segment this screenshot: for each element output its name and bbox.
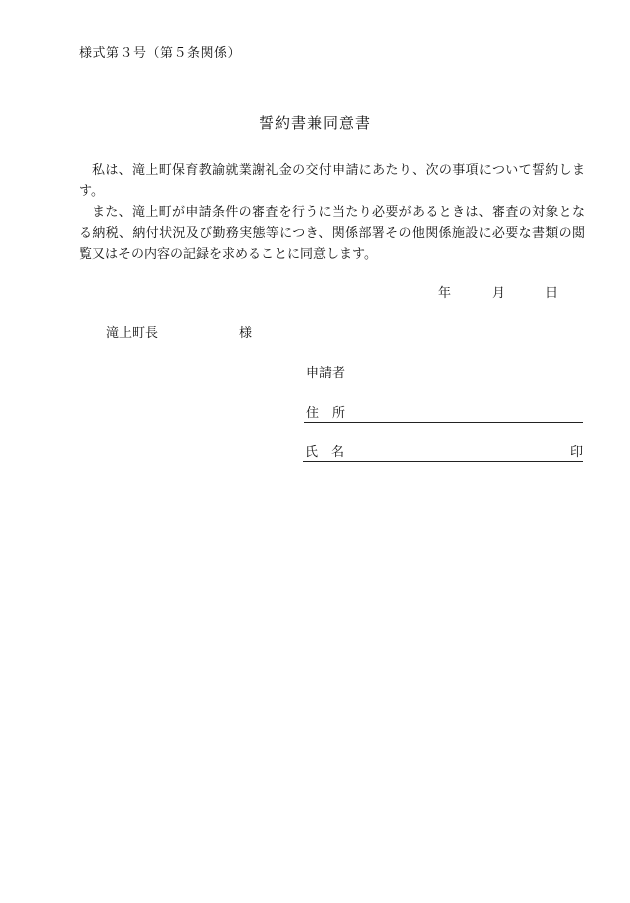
applicant-label: 申請者: [306, 366, 346, 381]
paragraph-pledge: 私は、滝上町保育教諭就業謝礼金の交付申請にあたり、次の事項について誓約します。: [79, 163, 585, 199]
address-label-char-1: 住: [306, 406, 320, 421]
address-field[interactable]: [304, 402, 583, 423]
document-title: 誓約書兼同意書: [258, 114, 371, 132]
name-label: [305, 441, 344, 460]
form-number: 様式第３号（第５条関係）: [79, 46, 242, 61]
date-year-label: 年: [438, 286, 452, 301]
name-label-char-1: 氏: [305, 445, 319, 460]
address-label: [306, 402, 345, 421]
body-text: [79, 160, 585, 265]
addressee-honorific: 様: [239, 326, 253, 341]
paragraph-consent: また、滝上町が申請条件の審査を行うに当たり必要があるときは、審査の対象となる納税、納付状況及び勤務実態等につき、関係部署その他関係施設に必要な書類の閲覧又はその内容の記録を求めることに同意します。: [79, 205, 585, 262]
seal-mark: 印: [569, 445, 583, 460]
address-label-char-2: 所: [332, 406, 346, 421]
date-month-label: 月: [492, 286, 506, 301]
name-field[interactable]: [303, 441, 583, 462]
date-day-label: 日: [545, 286, 559, 301]
addressee-name: 滝上町長: [106, 326, 159, 341]
name-label-char-2: 名: [331, 445, 345, 460]
